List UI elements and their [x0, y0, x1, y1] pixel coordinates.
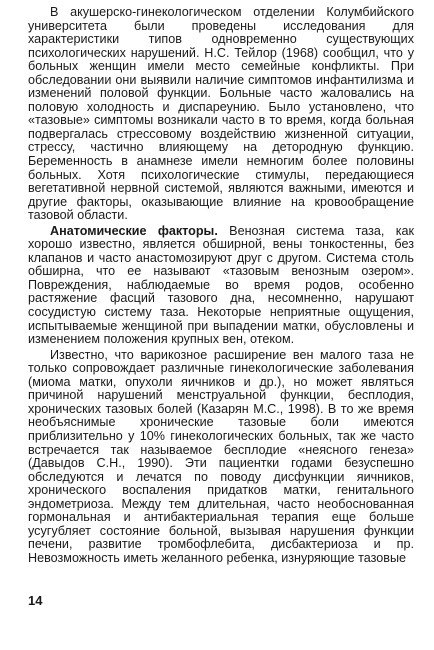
page-number: 14 — [28, 593, 43, 608]
paragraph-intro-text: В акушерско-гинекологическом отделении Колумбийского университета были проведены исследования для характеристики типов одновременно существующих психологических нарушений. Н.С. Тейлор (1968) сообщил, что у больных женщин имели место семейные конфликты. При обследовании они выявили наличие симптомов инфантилизма и изменений половой функции. Больные часто жаловались на половую холодность и диспареунию. Было установлено, что «тазовые» симптомы возникали часто в то время, когда больная подвергалась стрессовому воздействию жизненной ситуации, стрессу, частично влияющему на детородную функцию. Беременность в анамнезе имели немногим более половины больных. Хотя психологические стимулы, передающиеся вегетативной нервной системой, являются важными, имеются и другие факторы, оказывающие влияние на кровообращение тазовой области. — [28, 5, 414, 223]
section-heading-anatomical-factors: Анатомические факторы. — [50, 223, 218, 238]
paragraph-varicose — [28, 349, 414, 566]
paragraph-anatomical-factors — [28, 225, 414, 347]
paragraph-intro — [28, 6, 414, 223]
paragraph-varicose-text: Известно, что варикозное расширение вен малого таза не только сопровождает различные гинекологические заболевания (миома матки, опухоли яичников и др.), но может являться причиной нарушений менструальной функции, бесплодия, хронических тазовых болей (Казарян М.С., 1998). В то же время необъяснимые хронические тазовые боли имеются приблизительно у 10% гинекологических больных, так же часто встречается так называемое бесплодие «неясного генеза» (Давыдов С.Н., 1990). Эти пациентки годами безуспешно обследуются и лечатся по поводу дисфункции яичников, хронического воспаления придатков матки, генитального эндометриоза. Между тем длительная, часто необоснованная гормональная и антибактериальная терапия еще больше усугубляет состояние больной, вызывая нарушения функции печени, развитие тромбофлебита, дисбактериоза и пр. Невозможность иметь желанного ребенка, изнуряющие тазовые — [28, 347, 414, 565]
page-text — [28, 6, 414, 565]
paragraph-anatomical-factors-text: Венозная система таза, как хорошо известно, является обширной, вены тонкостенны, без клапанов и часто анастомозируют друг с другом. Система столь обширна, что ее называют «тазовым венозным озером». Повреждения, наблюдаемые во время родов, особенно растяжение фасций тазового дна, несомненно, нарушают сосудистую систему таза. Некоторые неприятные ощущения, испытываемые женщиной при выпадении матки, обусловлены и изменением положения крупных вен, отеком. — [28, 223, 414, 347]
